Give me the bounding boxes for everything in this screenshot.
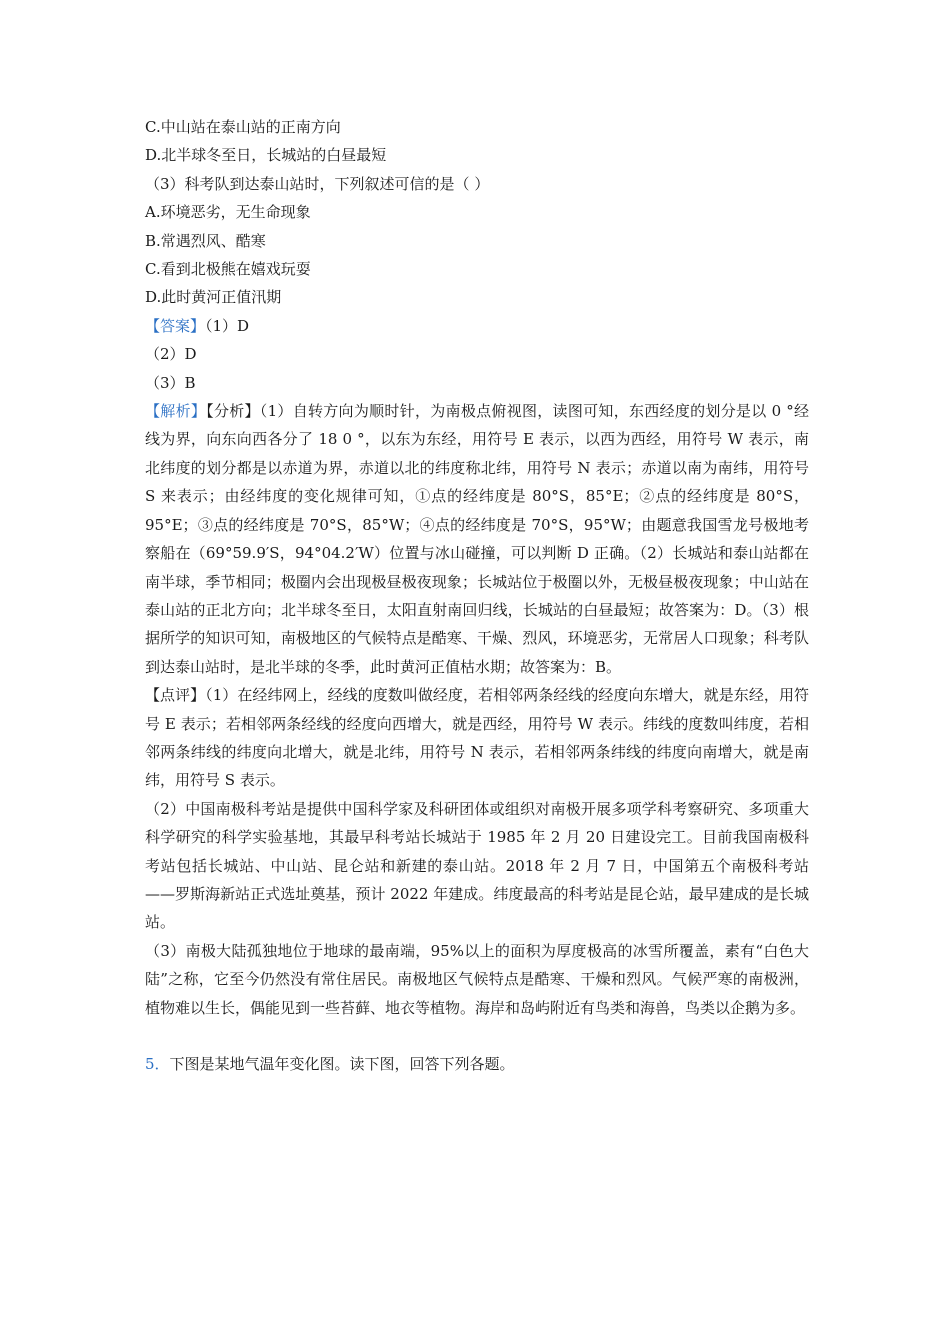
analysis-text: 【分析】（1）自转方向为顺时针，为南极点俯视图，读图可知，东西经度的划分是以 0 °经线为界，向东向西各分了 18 0 °，以东为东经，用符号 E 表示，以西为西经，用符号 W 表示，南北纬度的划分都是以赤道为界，赤道以北的纬度称北纬，用符号 N 表示；赤道以南为南纬，用符号 S 来表示；由经纬度的变化规律可知，①点的经纬度是 80°S，85°E；②点的经纬度是 80°S，95°E；③点的经纬度是 70°S，85°W；④点的经纬度是 70°S，95°W；由题意我国雪龙号极地考察船在（69°59.9′S，94°04.2′W）位置与冰山碰撞，可以判断 D 正确。（2）长城站和泰山站都在南半球，季节相同；极圈内会出现极昼极夜现象；长城站位于极圈以外，无极昼极夜现象；中山站在泰山站的正北方向；北半球冬至日，太阳直射南回归线，长城站的白昼最短；故答案为：D。（3）根据所学的知识可知，南极地区的气候特点是酷寒、干燥、烈风，环境恶劣，无常居人口现象；科考队到达泰山站时，是北半球的冬季，此时黄河正值枯水期；故答案为：B。 (145, 402, 809, 676)
question-5-text: 下图是某地气温年变化图。读下图，回答下列各题。 (169, 1055, 515, 1073)
option-b-text: B.常遇烈风、酷寒 (145, 231, 266, 250)
question-5 (145, 1050, 809, 1078)
document-page (145, 113, 809, 1078)
option-c-text: C.中山站在泰山站的正南方向 (145, 118, 341, 136)
question-number: 5． (145, 1055, 170, 1073)
comment-paragraph-1: 【点评】（1）在经纬网上，经线的度数叫做经度，若相邻两条经线的经度向东增大，就是东经，用符号 E 表示；若相邻两条经线的经度向西增大，就是西经，用符号 W 表示。纬线的度数叫纬度，若相邻两条纬线的纬度向北增大，就是北纬，用符号 N 表示，若相邻两条纬线的纬度向南增大，就是南纬，用符号 S 表示。 (145, 686, 809, 790)
option-c-text: C.看到北极熊在嬉戏玩耍 (145, 260, 311, 279)
question-stem: （3）科考队到达泰山站时，下列叙述可信的是（ ） (145, 174, 490, 193)
answer-part-3: （3）B (145, 373, 196, 392)
option-d-text: D.北半球冬至日，长城站的白昼最短 (145, 146, 387, 165)
analysis-paragraph (145, 397, 809, 681)
option-a-text: A.环境恶劣，无生命现象 (145, 203, 311, 222)
answer-part-2: （2）D (145, 345, 197, 364)
answer-part-1: （1）D (205, 316, 250, 335)
comment-paragraph-3: （3）南极大陆孤独地位于地球的最南端，95%以上的面积为厚度极高的冰雪所覆盖，素有“白色大陆”之称，它至今仍然没有常住居民。南极地区气候特点是酷寒、干燥和烈风。气候严寒的南极洲，植物难以生长，偶能见到一些苔藓、地衣等植物。海岸和岛屿附近有鸟类和海兽，鸟类以企鹅为多。 (145, 941, 809, 1017)
option-d-text: D.此时黄河正值汛期 (145, 288, 282, 307)
answer-tag: 【答案】 (145, 316, 206, 335)
spacer (145, 1022, 809, 1050)
comment-paragraph-2: （2）中国南极科考站是提供中国科学家及科研团体或组织对南极开展多项学科考察研究、多项重大科学研究的科学实验基地，其最早科考站长城站于 1985 年 2 月 20 日建设完工。目前我国南极科考站包括长城站、中山站、昆仑站和新建的泰山站。2018 年 2 月 7 日，中国第五个南极科考站——罗斯海新站正式选址奠基，预计 2022 年建成。纬度最高的科考站是昆仑站，最早建成的是长城站。 (145, 799, 809, 932)
answer-line (145, 312, 809, 340)
analysis-tag: 【解析】 (145, 402, 207, 421)
